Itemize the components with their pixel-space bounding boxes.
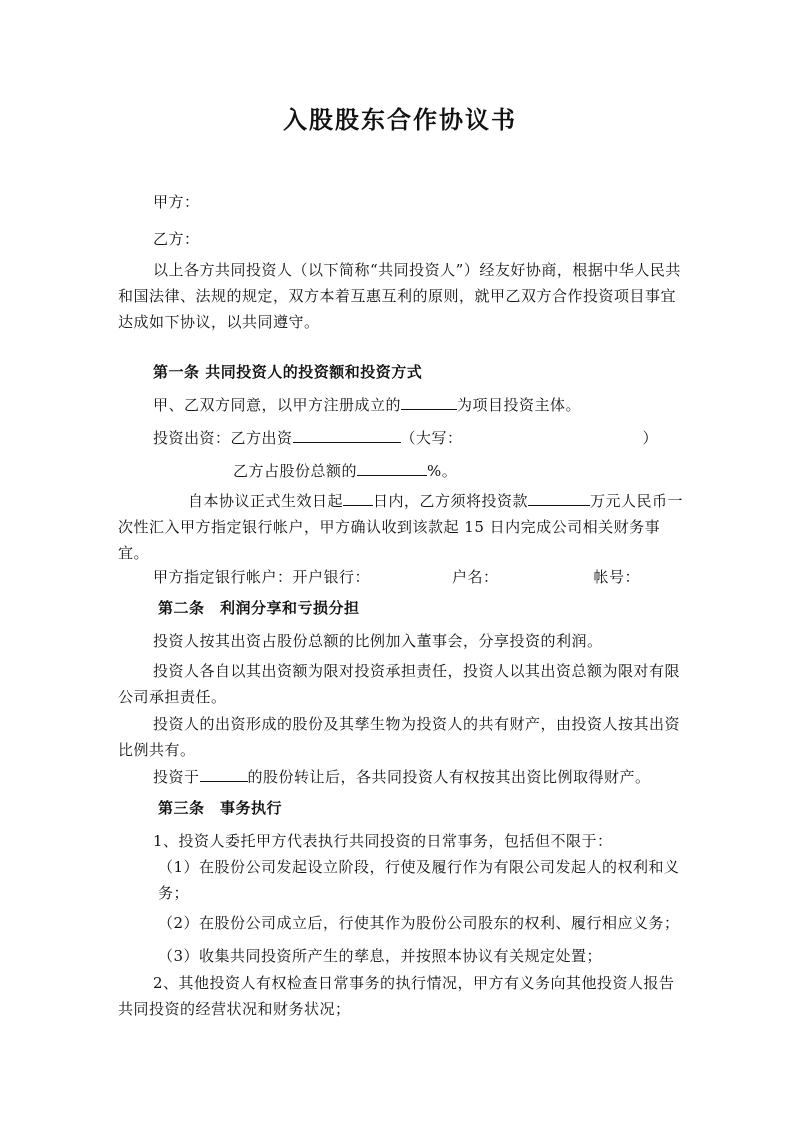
article1-p3 bbox=[233, 458, 800, 484]
article1-p3-a: 乙方占股份总额的 bbox=[233, 462, 358, 480]
article1-p4-c: 万元人民币一次性汇入甲方指定银行帐户，甲方确认收到该款起 15 日内完成公司相关财务事宜。 bbox=[118, 492, 684, 562]
party-a-label: 甲方： bbox=[153, 193, 200, 211]
article3-item3: （3）收集共同投资所产生的孳息，并按照本协议有关规定处置； bbox=[158, 947, 603, 965]
share-percent-blank[interactable] bbox=[357, 458, 427, 476]
article1-heading: 第一条 共同投资人的投资额和投资方式 bbox=[153, 363, 423, 381]
article2-p1: 投资人按其出资占股份总额的比例加入董事会，分享投资的利润。 bbox=[153, 632, 603, 650]
party-b-label: 乙方： bbox=[153, 230, 200, 248]
document-title: 入股股东合作协议书 bbox=[283, 106, 517, 134]
article3-item1-text: （1）在股份公司发起设立阶段，行使及履行作为有限公司发起人的权利和义务； bbox=[158, 858, 680, 902]
article3-p1: 1、投资人委托甲方代表执行共同投资的日常事务，包括但不限于： bbox=[153, 832, 613, 850]
article1-p2-b: （大写： bbox=[400, 429, 463, 447]
article2-p4-b: 的股份转让后，各共同投资人有权按其出资比例取得财产。 bbox=[247, 768, 651, 786]
article1-p4-b: 日内，乙方须将投资款 bbox=[373, 492, 529, 510]
intro-paragraph: 以上各方共同投资人（以下简称“共同投资人”）经友好协商，根据中华人民共和国法律、法规的规定，双方本着互惠互利的原则，就甲乙双方合作投资项目事宜达成如下协议，以共同遵守。 bbox=[118, 261, 681, 331]
article3-p2: 2、其他投资人有权检查日常事务的执行情况，甲方有义务向其他投资人报告共同投资的经营状况和财务状况； bbox=[118, 974, 675, 1018]
article1-p2-a: 投资出资：乙方出资 bbox=[153, 429, 293, 447]
account-name-label: 户名： bbox=[452, 568, 499, 586]
article3-heading: 第三条 事务执行 bbox=[158, 799, 283, 817]
article1-p4-a: 自本协议正式生效日起 bbox=[188, 492, 344, 510]
company-blank[interactable] bbox=[200, 764, 248, 782]
article1-p2 bbox=[153, 425, 723, 451]
article1-p4 bbox=[118, 488, 684, 566]
days-blank[interactable] bbox=[343, 488, 373, 506]
article2-p3: 投资人的出资形成的股份及其孳生物为投资人的共有财产，由投资人按其出资比例共有。 bbox=[118, 715, 681, 759]
bank-label: 甲方指定银行帐户：开户银行： bbox=[153, 568, 371, 586]
payment-amount-blank[interactable] bbox=[528, 488, 590, 506]
article1-p1 bbox=[153, 392, 723, 418]
article1-p1-b: 为项目投资主体。 bbox=[457, 396, 582, 414]
article1-p1-a: 甲、乙双方同意，以甲方注册成立的 bbox=[153, 396, 402, 414]
article2-p2: 投资人各自以其出资额为限对投资承担责任，投资人以其出资总额为限对有限公司承担责任。 bbox=[118, 662, 681, 706]
investment-amount-blank[interactable] bbox=[293, 425, 401, 443]
article2-p4-a: 投资于 bbox=[153, 768, 200, 786]
article2-p4 bbox=[153, 764, 723, 790]
bank-account-line bbox=[153, 564, 723, 590]
article1-p3-b: %。 bbox=[427, 462, 458, 480]
article1-p2-c: ） bbox=[642, 429, 659, 447]
article3-item2: （2）在股份公司成立后，行使其作为股份公司股东的权利、履行相应义务； bbox=[158, 914, 680, 932]
article3-item1 bbox=[158, 854, 684, 906]
article2-heading: 第二条 利润分享和亏损分担 bbox=[158, 599, 360, 617]
project-entity-blank[interactable] bbox=[401, 392, 457, 410]
account-no-label: 帐号： bbox=[593, 568, 641, 586]
